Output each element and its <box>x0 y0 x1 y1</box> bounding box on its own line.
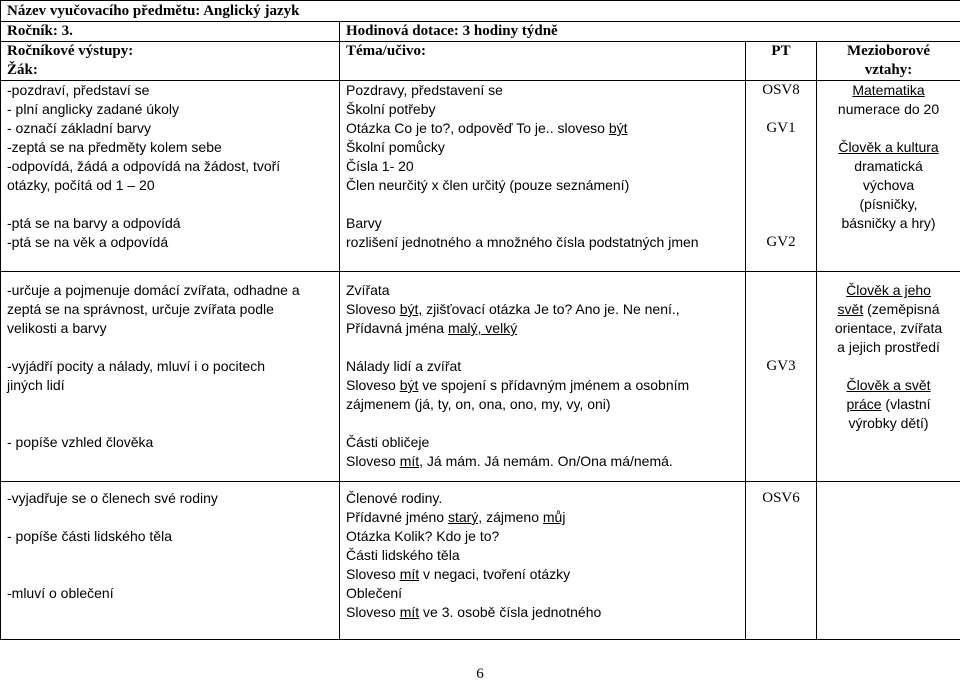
output-line: -ptá se na barvy a odpovídá <box>7 215 181 231</box>
block1-outputs <box>1 81 340 272</box>
topic-line: Čísla 1- 20 <box>346 158 414 174</box>
topic-line: Otázka Co je to?, odpověď To je.. sloveso být <box>346 120 628 136</box>
subject-label: Název vyučovacího předmětu: Anglický jazyk <box>1 1 960 22</box>
output-line: -vyjádří pocity a nálady, mluví i o pocitech <box>7 358 266 374</box>
block2-cross <box>817 272 960 482</box>
content-row-1 <box>1 81 960 272</box>
topic-line: Oblečení <box>346 585 403 601</box>
block2-topics <box>340 272 746 482</box>
topic-line <box>346 195 739 214</box>
cross-line: výrobky dětí) <box>848 415 929 431</box>
topic-line: Sloveso mít ve 3. osobě čísla jednotného <box>346 604 602 620</box>
topic-header: Téma/učivo: <box>340 42 746 81</box>
cross-line: Člověk a svět <box>846 377 931 393</box>
block3-pt <box>746 482 817 640</box>
cross-line: básničky a hry) <box>841 215 936 231</box>
topic-line: Školní potřeby <box>346 101 436 117</box>
content-row-3 <box>1 482 960 640</box>
grade-label: Ročník: 3. <box>1 22 340 42</box>
output-line: -určuje a pojmenuje domácí zvířata, odhadne a <box>7 282 300 298</box>
topic-line: Přídavná jména malý, velký <box>346 320 518 336</box>
topic-line: rozlišení jednotného a množného čísla podstatných jmen <box>346 234 699 250</box>
pt-code: GV3 <box>766 358 796 374</box>
cross-line: svět (zeměpisná <box>837 301 940 317</box>
topic-line: Školní pomůcky <box>346 139 445 155</box>
cross-line: Matematika <box>852 82 925 98</box>
cross-line: Člověk a jeho <box>846 282 931 298</box>
cross-header-line-2: vztahy: <box>864 62 913 78</box>
output-line: -mluví o oblečení <box>7 585 114 601</box>
output-line: jiných lidí <box>7 377 65 393</box>
output-line: zeptá se na správnost, určuje zvířata podle <box>7 301 274 317</box>
topic-line: Sloveso být, zjišťovací otázka Je to? Ano je. Ne není., <box>346 301 680 317</box>
pt-code: OSV6 <box>762 490 800 506</box>
output-line: -vyjadřuje se o členech své rodiny <box>7 490 218 506</box>
output-line: - plní anglicky zadané úkoly <box>7 101 179 117</box>
pt-header: PT <box>746 42 817 81</box>
cross-header <box>817 42 960 81</box>
topic-line: Sloveso mít v negaci, tvoření otázky <box>346 566 571 582</box>
topic-line: Pozdravy, představení se <box>346 82 503 98</box>
output-line: -ptá se na věk a odpovídá <box>7 234 169 250</box>
topic-line: Části obličeje <box>346 434 430 450</box>
topic-line: Členové rodiny. <box>346 490 443 506</box>
pupil-header-label: Žák: <box>7 62 38 78</box>
output-line: otázky, počítá od 1 – 20 <box>7 177 155 193</box>
outputs-header-label: Ročníkové výstupy: <box>7 43 134 59</box>
pt-code: OSV8 <box>762 82 800 98</box>
topic-line: Části lidského těla <box>346 547 460 563</box>
topic-line: zájmenem (já, ty, on, ona, ono, my, vy, oni) <box>346 396 611 412</box>
outputs-header <box>1 42 340 81</box>
block2-outputs <box>1 272 340 482</box>
topic-line: Nálady lidí a zvířat <box>346 358 462 374</box>
cross-line: Člověk a kultura <box>838 139 939 155</box>
output-line: - popíše vzhled člověka <box>7 434 154 450</box>
cross-line: výchova <box>862 177 915 193</box>
cross-line: orientace, zvířata <box>834 320 943 336</box>
output-line <box>7 195 333 214</box>
cross-line: a jejich prostředí <box>837 339 940 355</box>
output-line: velikosti a barvy <box>7 320 107 336</box>
column-header-row <box>1 42 960 81</box>
pt-code: GV1 <box>766 120 796 136</box>
pt-code: GV2 <box>766 234 796 250</box>
topic-line: Otázka Kolik? Kdo je to? <box>346 528 500 544</box>
output-line: -pozdraví, představí se <box>7 82 150 98</box>
topic-line: Přídavné jméno starý, zájmeno můj <box>346 509 566 525</box>
topic-line: Člen neurčitý x člen určitý (pouze seznámení) <box>346 177 630 193</box>
topic-line: Sloveso být ve spojení s přídavným jménem a osobním <box>346 377 690 393</box>
content-row-2 <box>1 272 960 482</box>
topic-line: Zvířata <box>346 282 390 298</box>
topic-line: Sloveso mít, Já mám. Já nemám. On/Ona má/nemá. <box>346 453 673 469</box>
page-number: 6 <box>476 666 484 682</box>
cross-header-line-1: Mezioborové <box>847 43 931 59</box>
block3-cross <box>817 482 960 640</box>
grade-row <box>1 22 960 42</box>
block1-topics <box>340 81 746 272</box>
block1-cross <box>817 81 960 272</box>
topic-line: Barvy <box>346 215 382 231</box>
subject-row <box>1 1 960 22</box>
block3-topics <box>340 482 746 640</box>
output-line: -odpovídá, žádá a odpovídá na žádost, tvoří <box>7 158 281 174</box>
cross-line: numerace do 20 <box>837 101 940 117</box>
cross-line: práce (vlastní <box>846 396 931 412</box>
block3-outputs <box>1 482 340 640</box>
hours-label: Hodinová dotace: 3 hodiny týdně <box>340 22 960 42</box>
block1-pt <box>746 81 817 272</box>
block2-pt <box>746 272 817 482</box>
output-line: -zeptá se na předměty kolem sebe <box>7 139 222 155</box>
output-line: - označí základní barvy <box>7 120 151 136</box>
output-line: - popíše části lidského těla <box>7 528 172 544</box>
cross-line: (písničky, <box>859 196 918 212</box>
cross-line: dramatická <box>854 158 923 174</box>
